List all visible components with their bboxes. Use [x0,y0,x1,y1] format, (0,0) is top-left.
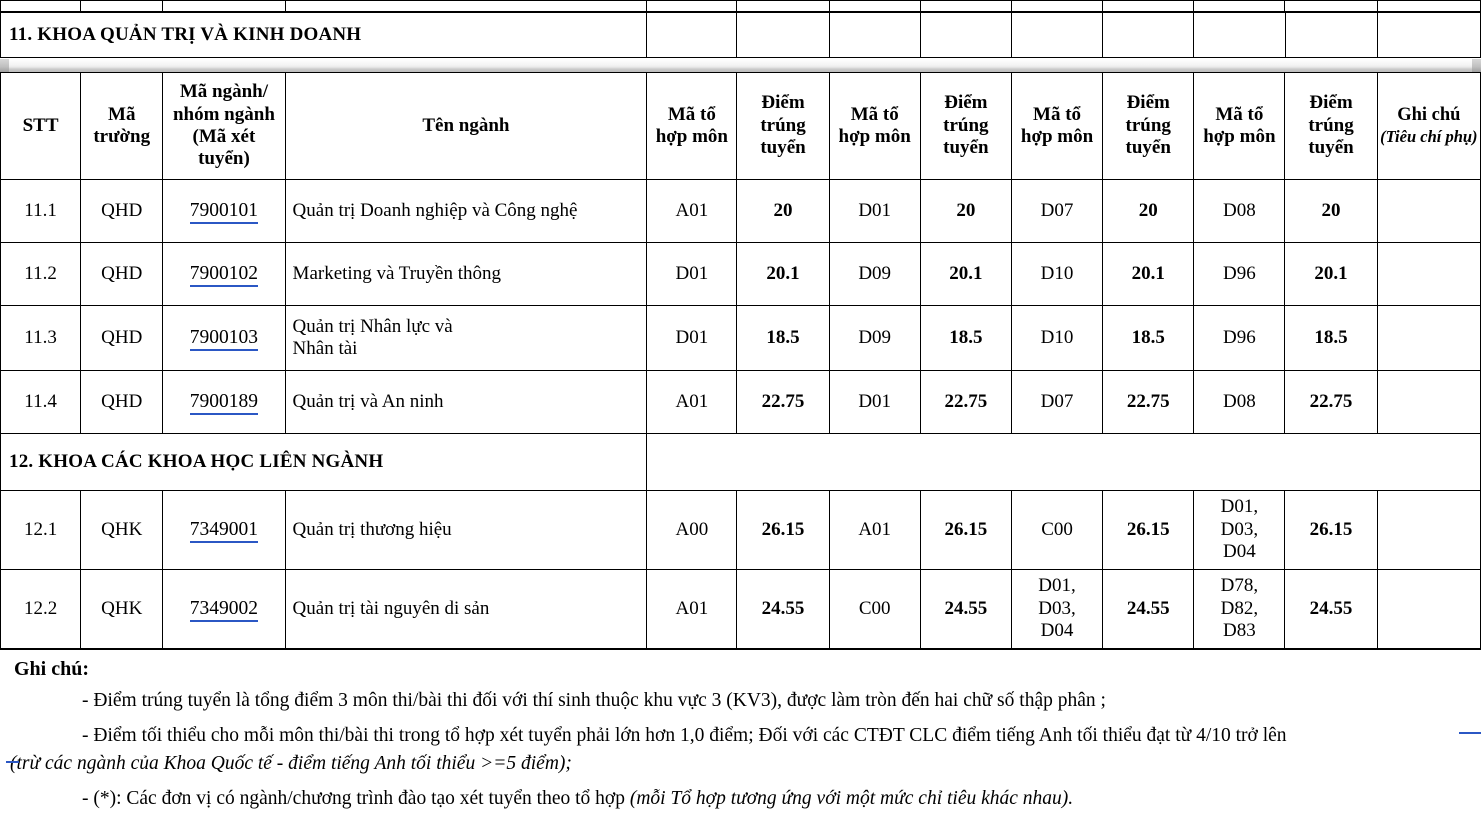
header-score-1-l3: tuyển [760,137,806,159]
cell-combo-4 [1194,491,1285,570]
major-code-link[interactable]: 7900103 [190,327,258,351]
table-row [1,306,1481,371]
cell-combo-3: D10 [1011,243,1102,306]
cell-clipped [829,1,920,12]
cell-combo-4: D08 [1194,180,1285,243]
combo-line: D04 [1040,620,1074,642]
cell-clipped [81,1,163,12]
cell-note [1377,306,1480,371]
cell-school-code: QHD [81,243,163,306]
cell-combo-4: D08 [1194,371,1285,434]
cell-score-1: 20.1 [737,243,829,306]
cell-score-4: 20.1 [1285,243,1377,306]
cell-score-1: 22.75 [737,371,829,434]
header-combo-2-l1: Mã tổ [850,103,899,125]
header-school-code-l1: Mã trường [93,103,151,147]
cell-school-code: QHD [81,180,163,243]
cell-score-4: 24.55 [1285,570,1377,649]
cell-major-code[interactable] [163,491,285,570]
section-title-12: 12. KHOA CÁC KHOA HỌC LIÊN NGÀNH [1,434,647,491]
cell-school-code: QHD [81,306,163,371]
header-combo-3-l1: Mã tổ [1033,103,1082,125]
table-row [1,570,1481,649]
cell-score-4: 18.5 [1285,306,1377,371]
header-major-code-l3: (Mã xét [192,126,256,147]
cell-note [1377,491,1480,570]
cell-score-3: 26.15 [1103,491,1194,570]
cell-note [1377,570,1480,649]
header-combo-4-l2: hợp môn [1203,126,1276,147]
cell-score-4: 26.15 [1285,491,1377,570]
cell-stt: 12.1 [1,491,81,570]
header-score-4 [1285,73,1377,180]
table-top-clipped [0,0,1481,12]
header-major-code-l2: nhóm ngành [172,103,275,125]
cell-score-3: 20.1 [1103,243,1194,306]
major-code-link[interactable]: 7900101 [190,200,258,224]
cell-clipped [1194,1,1285,12]
cell-clipped [1285,1,1377,12]
header-note [1377,73,1480,180]
cell-combo-4 [1194,570,1285,649]
cell-combo-3: D10 [1011,306,1102,371]
hyperlink-edge-mark-right [1459,732,1481,734]
table-row [1,243,1481,306]
admission-scores-table [0,72,1481,649]
header-major-name: Tên ngành [285,73,647,180]
hyperlink-edge-mark-left [6,761,19,763]
cell-stt: 12.2 [1,570,81,649]
header-combo-3-l2: hợp môn [1020,126,1094,147]
cell-combo-3: D07 [1011,371,1102,434]
cell-combo-1: D01 [647,243,737,306]
cell-clipped [1011,1,1102,12]
cell-clipped [920,1,1011,12]
major-name-line: Quản trị Nhân lực và [292,315,453,337]
cell-combo-3: D07 [1011,180,1102,243]
cell-major-code[interactable] [163,371,285,434]
cell-school-code: QHK [81,491,163,570]
page-break-handle-left [0,59,9,72]
section-filler-cell [1285,13,1377,58]
note-line-2a: - Điểm tối thiểu cho mỗi môn thi/bài thi trong tổ hợp xét tuyển phải lớn hơn 1,0 điểm; Đối với các CTĐT CLC điểm tiếng Anh tối thiểu đạt từ 4/10 trở lên [82,724,1287,746]
cell-clipped [1103,1,1194,12]
cell-major-name: Quản trị và An ninh [285,371,647,434]
major-code-link[interactable]: 7900102 [190,263,258,287]
cell-combo-2: C00 [829,570,920,649]
header-combo-2 [829,73,920,180]
header-combo-4-l1: Mã tổ [1215,103,1264,125]
page-break-handle-right [1472,59,1481,72]
cell-score-1: 20 [737,180,829,243]
combo-line: D01, [1220,495,1259,517]
major-code-link[interactable]: 7349002 [190,598,258,622]
cell-score-2: 20 [920,180,1011,243]
header-score-4-l2: trúng [1308,114,1354,136]
header-combo-1 [647,73,737,180]
header-score-1-l2: trúng [760,114,806,136]
combo-line: D78, [1220,574,1259,596]
section-merged-filler [647,434,1481,491]
header-combo-2-l2: hợp môn [838,126,911,147]
header-combo-1-l2: hợp môn [655,126,728,147]
cell-note [1377,180,1480,243]
header-score-4-l1: Điểm [1309,92,1353,114]
cell-note [1377,243,1480,306]
section-filler-cell [1194,13,1285,58]
note-line-3-plain: - (*): Các đơn vị có ngành/chương trình đào tạo xét tuyển theo tổ hợp [82,788,630,810]
table-section-11-title [0,12,1481,58]
notes-title: Ghi chú: [14,658,90,680]
table-row [1,371,1481,434]
cell-major-code[interactable] [163,306,285,371]
cell-combo-3 [1011,570,1102,649]
cell-major-code[interactable] [163,180,285,243]
header-combo-3 [1011,73,1102,180]
combo-line: D03, [1038,597,1076,619]
cell-score-4: 20 [1285,180,1377,243]
cell-score-4: 22.75 [1285,371,1377,434]
header-major-code-l4: tuyển) [198,148,250,170]
cell-stt: 11.3 [1,306,81,371]
notes-block [0,649,1481,824]
combo-line: D03, [1220,518,1259,540]
cell-combo-2: A01 [829,491,920,570]
header-score-3-l1: Điểm [1126,92,1170,114]
header-score-4-l3: tuyển [1308,137,1354,159]
major-name-line: Nhân tài [292,338,358,359]
cell-note [1377,371,1480,434]
section-filler-cell [920,13,1011,58]
cell-school-code: QHD [81,371,163,434]
combo-line: D01, [1038,574,1076,596]
cell-clipped [163,1,285,12]
cell-score-1: 26.15 [737,491,829,570]
header-school-code [81,73,163,180]
section-title-row [1,434,1481,491]
header-score-2-l1: Điểm [944,92,988,114]
page-break-separator [0,58,1481,72]
cell-combo-1: A01 [647,570,737,649]
section-filler-cell [829,13,920,58]
cell-combo-1: A01 [647,180,737,243]
cell-clipped [285,1,647,12]
cell-score-3: 22.75 [1103,371,1194,434]
cell-score-3: 24.55 [1103,570,1194,649]
header-score-2-l2: trúng [943,114,989,136]
header-score-3-l3: tuyển [1125,137,1171,159]
header-note-main: Ghi chú [1397,105,1461,126]
cell-combo-1: A01 [647,371,737,434]
section-filler-cell [1011,13,1102,58]
table-row [1,180,1481,243]
cell-combo-1: D01 [647,306,737,371]
section-title-row [1,13,1481,58]
section-filler-cell [737,13,829,58]
combo-line: D82, [1220,597,1259,619]
cell-score-2: 22.75 [920,371,1011,434]
cell-school-code: QHK [81,570,163,649]
cell-score-1: 24.55 [737,570,829,649]
note-line-3 [10,785,1471,813]
cell-score-3: 20 [1103,180,1194,243]
table-row-clipped [1,1,1481,12]
cell-combo-2: D09 [829,243,920,306]
cell-combo-2: D09 [829,306,920,371]
section-filler-cell [1377,13,1480,58]
note-line-3-italic: (mỗi Tổ hợp tương ứng với một mức chỉ tiêu khác nhau). [629,788,1074,810]
cell-major-name: Quản trị thương hiệu [285,491,647,570]
header-score-1 [737,73,829,180]
header-note-sub: (Tiêu chí phụ) [1380,127,1478,147]
header-score-3-l2: trúng [1125,114,1171,136]
table-header-row [1,73,1481,180]
cell-stt: 11.1 [1,180,81,243]
cell-score-2: 18.5 [920,306,1011,371]
header-score-2-l3: tuyển [943,137,989,159]
cell-combo-2: D01 [829,371,920,434]
cell-major-code[interactable] [163,570,285,649]
header-stt: STT [1,73,81,180]
cell-combo-1: A00 [647,491,737,570]
cell-major-name: Quản trị tài nguyên di sản [285,570,647,649]
cell-combo-4: D96 [1194,243,1285,306]
section-filler-cell [1103,13,1194,58]
header-major-code [163,73,285,180]
cell-clipped [737,1,829,12]
note-line-1: - Điểm trúng tuyển là tổng điểm 3 môn thi/bài thi đối với thí sinh thuộc khu vực 3 (KV3), được làm tròn đến hai chữ số thập phân ; [82,690,1106,711]
section-filler-cell [647,13,737,58]
cell-major-code[interactable] [163,243,285,306]
cell-clipped [647,1,737,12]
cell-major-name: Marketing và Truyền thông [285,243,647,306]
header-combo-1-l1: Mã tổ [667,103,716,125]
cell-combo-3: C00 [1011,491,1102,570]
cell-combo-2: D01 [829,180,920,243]
cell-score-2: 24.55 [920,570,1011,649]
header-combo-4 [1194,73,1285,180]
header-score-1-l1: Điểm [761,92,805,114]
cell-clipped [1377,1,1480,12]
cell-major-name [285,306,647,371]
major-code-link[interactable]: 7900189 [190,391,258,415]
header-score-3 [1103,73,1194,180]
section-title-11: 11. KHOA QUẢN TRỊ VÀ KINH DOANH [1,13,647,58]
note-line-2b: (trừ các ngành của Khoa Quốc tế - điểm tiếng Anh tối thiểu >=5 điểm); [10,753,572,775]
cell-clipped [1,1,81,12]
cell-score-2: 26.15 [920,491,1011,570]
combo-line: D83 [1223,620,1256,642]
table-row [1,491,1481,570]
combo-line: D04 [1223,541,1256,563]
header-major-code-l1: Mã ngành/ [179,81,269,103]
major-code-link[interactable]: 7349001 [190,519,258,543]
cell-score-1: 18.5 [737,306,829,371]
cell-combo-4: D96 [1194,306,1285,371]
cell-stt: 11.2 [1,243,81,306]
cell-score-2: 20.1 [920,243,1011,306]
cell-major-name: Quản trị Doanh nghiệp và Công nghệ [285,180,647,243]
cell-stt: 11.4 [1,371,81,434]
cell-score-3: 18.5 [1103,306,1194,371]
header-score-2 [920,73,1011,180]
